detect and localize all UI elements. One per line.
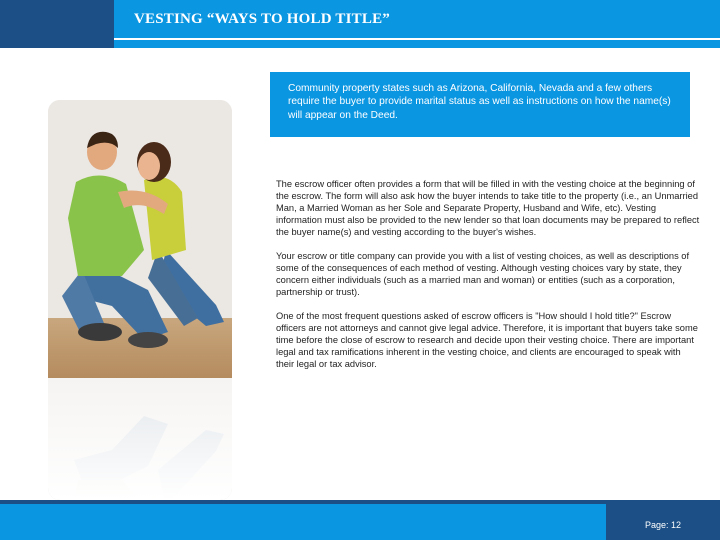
paragraph-escrow-form: The escrow officer often provides a form that will be filled in with the vesting choice at the beginning of the escrow. The form will also ask how the buyer intends to take title to the property (i.e., an Unmarried Man, a Married Woman as her Sole and Separate Property, Husband and Wife, etc). Vesting information must also be provided to the new lender so that loan documents may be prepared to reflect the buyer name(s) and vesting according to the buyer's wishes. bbox=[276, 179, 700, 237]
header-left-block bbox=[0, 0, 114, 48]
body-text bbox=[276, 178, 700, 382]
couple-photo-icon bbox=[48, 100, 232, 500]
paragraph-hold-title: One of the most frequent questions asked of escrow officers is "How should I hold title?" Escrow officers are not attorneys and cannot give legal advice. Therefore, it is important that buyers take some time before the close of escrow to research and decide upon their vesting choice. There are important legal and tax ramifications inherent in the vesting choice, and clients are encouraged to speak with their legal or tax advisor. bbox=[276, 311, 698, 369]
couple-photo bbox=[48, 100, 232, 500]
callout-text: Community property states such as Arizona, California, Nevada and a few others require the buyer to provide marital status as well as instructions on how the name(s) will appear on the Deed. bbox=[288, 83, 671, 121]
callout-box bbox=[270, 72, 690, 137]
header-underline bbox=[114, 38, 720, 40]
page-number: Page: 12 bbox=[644, 520, 682, 530]
footer-page-block bbox=[606, 503, 720, 540]
paragraph-vesting-choices: Your escrow or title company can provide you with a list of vesting choices, as well as descriptions of some of the consequences of each method of vesting. Although vesting choices vary by state, they concern either individuals (such as a married man and woman) or entities (such as a corporation, partnership or trust). bbox=[276, 251, 690, 297]
slide-title: VESTING “WAYS TO HOLD TITLE” bbox=[134, 11, 390, 27]
